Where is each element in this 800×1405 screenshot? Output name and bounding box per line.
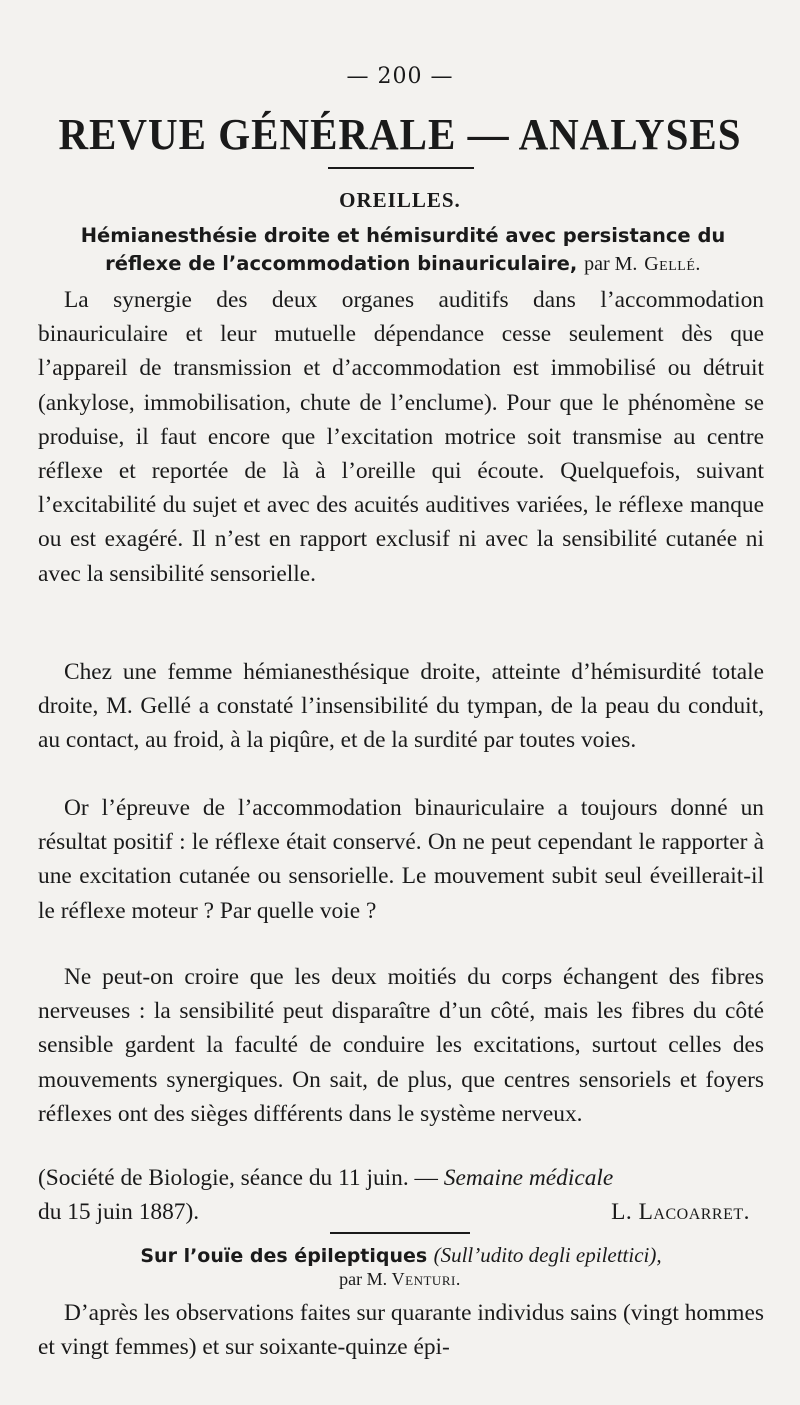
citation-prefix: (Société de Biologie, séance du 11 juin. — bbox=[38, 1165, 438, 1191]
article2-title-italic: (Sull’udito degli epilettici), bbox=[433, 1243, 662, 1267]
article1-title-line1: Hémianesthésie droite et hémisurdité avec persistance du bbox=[80, 224, 726, 247]
article2-paragraph-1: D’après les observations faites sur quarante individus sains (vingt hommes et vingt femmes) et sur soixante-quinze épi- bbox=[38, 1300, 764, 1361]
article1-signature: L. Lacoarret. bbox=[611, 1199, 750, 1225]
article2-by: par M. bbox=[339, 1269, 388, 1289]
article1-paragraph-2: Chez une femme hémianesthésique droite, atteinte d’hémisurdité totale droite, M. Gellé a constaté l’insensibilité du tympan, de la peau du conduit, au contact, au froid, à la piqûre, et de la surdité par toutes voies. bbox=[38, 659, 764, 754]
article2-author: Venturi. bbox=[391, 1269, 461, 1289]
article1-title bbox=[38, 222, 768, 278]
page-number: — 200 — bbox=[346, 64, 454, 89]
article1-paragraph-1: La synergie des deux organes auditifs dans l’accommodation binauriculaire et leur mutuelle dépendance cesse seulement dès que l’appareil de transmission et d’accommodation est immobilisé ou détruit (ankylose, immobilisation, chute de l’enclume). Pour que le phénomène se produise, il faut encore que l’excitation motrice soit transmise au centre réflexe et reportée de là à l’oreille qui écoute. Quelquefois, suivant l’excitabilité du sujet et avec des acuités auditives variées, le réflexe manque ou est exagéré. Il n’est en rapport exclusif ni avec la sensibilité cutanée ni avec la sensibilité sensorielle. bbox=[38, 287, 764, 587]
article1-by: par M. bbox=[584, 253, 638, 275]
article2-title-text: Sur l’ouïe des épileptiques bbox=[140, 1245, 428, 1267]
article-divider bbox=[330, 1232, 470, 1234]
article1-citation bbox=[38, 1161, 764, 1195]
article2-byline bbox=[0, 1269, 800, 1290]
article1-author: Gellé. bbox=[644, 253, 701, 275]
article1-paragraph-4: Ne peut-on croire que les deux moitiés du corps échangent des fibres nerveuses : la sensibilité peut disparaître d’un côté, mais les fibres du côté sensible gardent la faculté de conduire les excitations, surtout celles des mouvements synergiques. On sait, de plus, que centres sensoriels et foyers réflexes ont des sièges différents dans le système nerveux. bbox=[38, 964, 764, 1127]
article1-paragraph-3: Or l’épreuve de l’accommodation binauriculaire a toujours donné un résultat positif : le réflexe était conservé. On ne peut cependant le rapporter à une excitation cutanée ou sensorielle. Le mouvement subit seul éveillerait-il le réflexe moteur ? Par quelle voie ? bbox=[38, 795, 764, 924]
article1-signature-line bbox=[38, 1195, 764, 1229]
citation-date: du 15 juin 1887). bbox=[38, 1199, 200, 1225]
page-title: REVUE GÉNÉRALE — ANALYSES bbox=[58, 109, 742, 159]
citation-journal: Semaine médicale bbox=[443, 1165, 614, 1191]
article1-title-line2-text: réflexe de l’accommodation binauriculaire, bbox=[105, 252, 578, 275]
section-heading: OREILLES. bbox=[339, 188, 461, 212]
article2-title bbox=[38, 1240, 764, 1271]
title-divider bbox=[328, 167, 474, 169]
article1-title-line2 bbox=[38, 250, 768, 278]
